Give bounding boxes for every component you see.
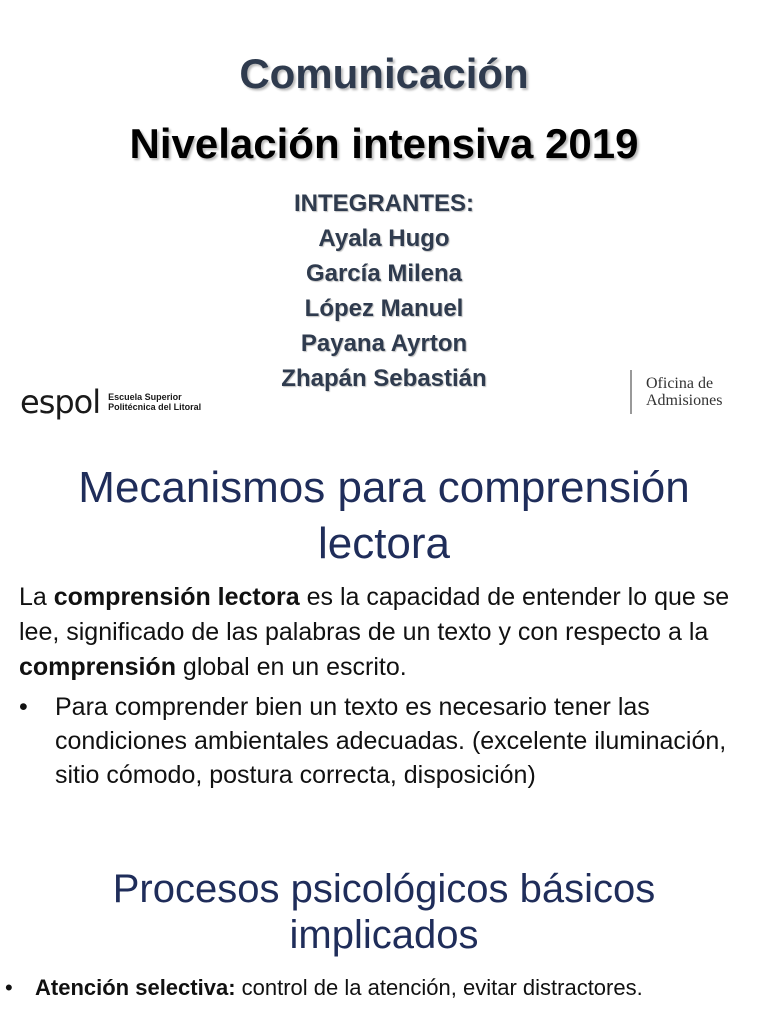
section1-paragraph (19, 580, 754, 685)
espol-logo-line2: Politécnica del Litoral (108, 402, 202, 412)
section2-heading-line1: Procesos psicológicos básicos (112, 867, 656, 911)
oficina-logo-line2: Admisiones (646, 392, 723, 409)
espol-logo (20, 384, 201, 420)
member-name: Ayala Hugo (318, 225, 450, 252)
para-text: es la capacidad de entender lo que se lee, significado de las palabras de un texto y con respecto a la (19, 583, 730, 646)
section1-heading-line2: lectora (317, 519, 451, 568)
bullet-text: Para comprender bien un texto es necesario tener las condiciones ambientales adecuadas. (excelente iluminación, sitio cómodo, postura correcta, disposición) (55, 693, 727, 789)
bullet-text: control de la atención, evitar distractores. (235, 975, 643, 1000)
cover-title: Comunicación (239, 50, 529, 97)
section1-bullet (19, 690, 754, 792)
section2-heading (0, 866, 768, 958)
espol-logo-line1: Escuela Superior (108, 392, 182, 402)
members-heading: INTEGRANTES: (294, 190, 474, 217)
section2-heading-line2: implicados (289, 913, 479, 957)
member-name: Payana Ayrton (300, 330, 468, 357)
member-name: García Milena (305, 260, 463, 287)
member-name: Zhapán Sebastián (281, 365, 487, 392)
section2-bullet (5, 973, 755, 1003)
para-text: global en un escrito. (175, 653, 407, 681)
bullet-bold: Atención selectiva: (35, 975, 236, 1000)
member-name: López Manuel (304, 295, 464, 322)
para-bold: comprensión lectora (53, 583, 300, 611)
oficina-logo-line1: Oficina de (646, 375, 714, 392)
bullet-dot: • (5, 975, 13, 1000)
oficina-admisiones-logo (630, 370, 722, 414)
bullet-dot: • (19, 693, 28, 721)
members-list (0, 186, 768, 396)
section1-heading (0, 460, 768, 572)
para-bold: comprensión (19, 653, 176, 681)
cover-subtitle: Nivelación intensiva 2019 (129, 120, 639, 167)
para-text: La (19, 583, 54, 611)
section1-heading-line1: Mecanismos para comprensión (78, 463, 690, 512)
espol-logo-word: espol (20, 383, 101, 421)
cover-slide (0, 0, 768, 435)
